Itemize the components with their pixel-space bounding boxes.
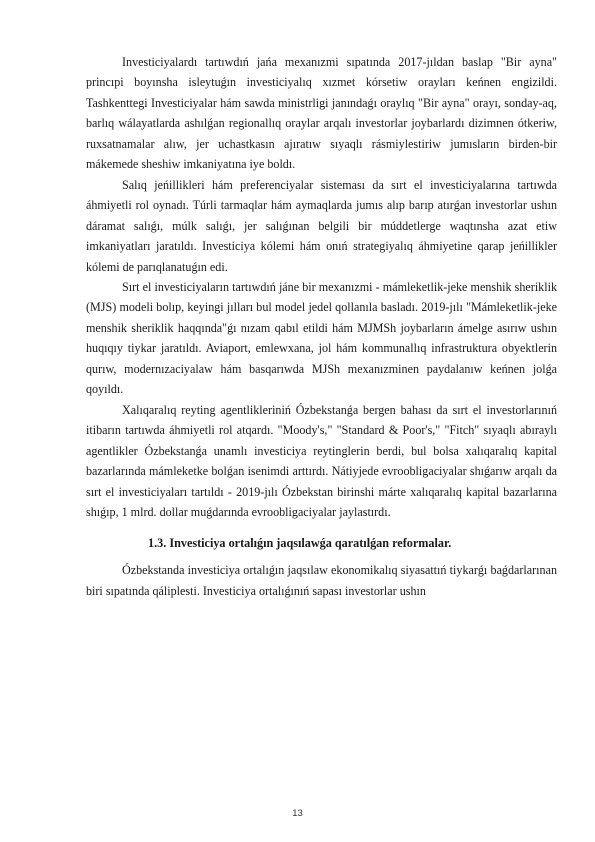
page-body	[86, 52, 557, 601]
paragraph-tax-preferences: Salıq jeńillikleri hám preferenciyalar sisteması da sırt el investiciyalarına tartıwda áhmiyetli rol oynadı. Túrli tarmaqlar hám aymaqlarda jumıs alıp barıp atırǵan investorlar ushın dáramat salıǵı, múlk salıǵı, jer salıǵınan belgili bir múddetlerge waqtınsha azat etiw imkaniyatları jaratıldı. Investiciya kólemi hám onıń strategiyalıq áhmiyetine qarap jeńillikler kólemi de parıqlanatuǵın edi.	[86, 177, 557, 274]
paragraph-investment-climate: Ózbekstanda investiciya ortalıǵın jaqsılaw ekonomikalıq siyasattıń tiykarǵı baǵdarlarınan biri sıpatında qáliplesti. Investiciya ortalıǵınıń sapası investorlar ushın	[86, 563, 557, 598]
paragraph-credit-ratings: Xalıqaralıq reyting agentlikleriniń Ózbekstanǵa bergen bahası da sırt el investorlarınıń itibarın tartıwda áhmiyetli rol atqardı. "Moody's," "Standard & Poor's," "Fitch" sıyaqlı abıraylı agentlikler Ózbekstanǵa unamlı investiciya reytinglerin berdi, bul bolsa xalıqaralıq kapital bazarlarında mámleketke bolǵan isenimdi arttırdı. Nátiyjede evroobligaciyalar shıǵarıw arqalı da sırt el investiciyaları tartıldı - 2019-jılı Ózbekstan birinshi márte xalıqaralıq kapital bazarlarına shıǵıp, 1 mlrd. dollar muǵdarında evroobligaciyalar jaylastırdı.	[86, 402, 557, 519]
paragraph-one-window-centers: Investiciyalardı tartıwdıń jańa mexanızmi sıpatında 2017-jıldan baslap "Bir ayna" princıpi boyınsha isleytuǵın investiciyalıq xızmet kórsetiw orayları keńnen engizildi. Tashkenttegi Investiciyalar hám sawda ministrligi janındaǵı oraylıq "Bir ayna" orayı, sonday-aq, barlıq wálayatlarda ashılǵan regionallıq oraylar arqalı investorlar joybarlardı dizimnen ótkeriw, ruxsatnamalar alıw, jer uchastkasın ajıratıw sıyaqlı rásmiylestiriw jumısların birden-bir mákemede sheshiw imkaniyatına iye boldı.	[86, 55, 557, 172]
paragraph-public-private-partnership: Sırt el investiciyaların tartıwdıń jáne bir mexanızmi - mámleketlik-jeke menshik sheriklik (MJS) modeli bolıp, keyingi jılları bul model jedel qollanıla basladı. 2019-jılı "Mámleketlik-jeke menshik sheriklik haqqında"ǵı nızam qabıl etildi hám MJMSh joybarların ámelge asırıw ushın huqıqıy tiykar jaratıldı. Aviaport, emlewxana, jol hám kommunallıq infrastruktura obyektlerin qurıw, modernızaciyalaw hám basqarıwda MJSh mexanızminen paydalanıw keńnen jolǵa qoyıldı.	[86, 279, 557, 397]
page-number: 13	[292, 808, 303, 819]
section-heading: 1.3. Investiciya ortalıǵın jaqsılawǵa qaratılǵan reformalar.	[148, 536, 452, 551]
